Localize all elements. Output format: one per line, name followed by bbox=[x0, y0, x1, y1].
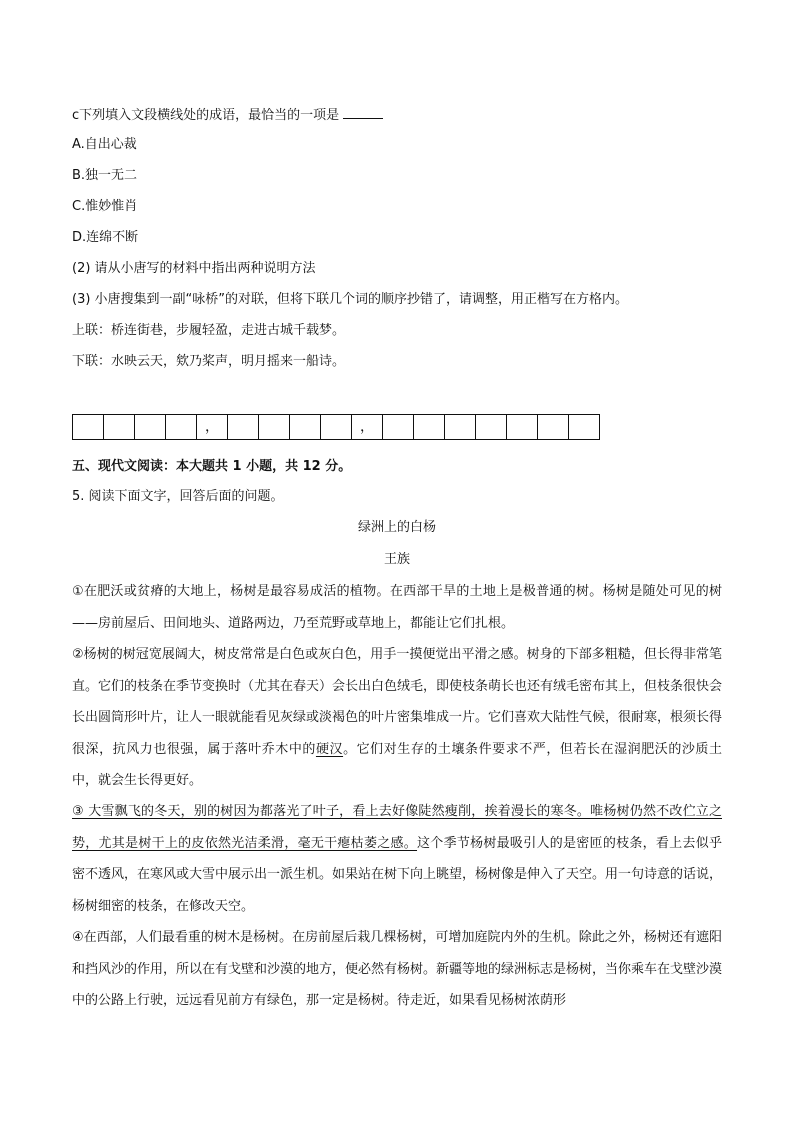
paragraph-2-part-1: ②杨树的树冠宽展阔大，树皮常常是白色或灰白色，用手一摸便觉出平滑之感。树身的下部多粗糙，但长得非常笔直。它们的枝条在季节变换时（尤其在春天）会长出白色绒毛，即使枝条萌长也还有绒毛密布其上，但枝条很快会长出圆筒形叶片，让人一眼就能看见灰绿或淡褐色的叶片密集堆成一片。它们喜欢大陆性气候，很耐寒，根须长得很深，抗风力也很强，属于落叶乔木中的 bbox=[72, 647, 723, 757]
option-b: B.独一无二 bbox=[72, 168, 138, 183]
paragraph-3 bbox=[72, 796, 722, 922]
question-2: (2) 请从小唐写的材料中指出两种说明方法 bbox=[72, 261, 316, 276]
question-c bbox=[72, 106, 383, 124]
question-3: (3) 小唐搜集到一副“咏桥”的对联，但将下联几个词的顺序抄错了，请调整，用正楷写在方格内。 bbox=[72, 292, 629, 307]
article-title: 绿洲上的白杨 bbox=[357, 520, 436, 535]
grid-cell[interactable] bbox=[321, 415, 352, 439]
grid-cell[interactable] bbox=[476, 415, 507, 439]
paragraph-1: ①在肥沃或贫瘠的大地上，杨树是最容易成活的植物。在西部干旱的土地上是极普通的树。杨树是随处可见的树——房前屋后、田间地头、道路两边，乃至荒野或草地上，都能让它们扎根。 bbox=[72, 584, 722, 631]
grid-cell[interactable] bbox=[290, 415, 321, 439]
paragraph-3-rest: 这个季节杨树最吸引人的是密匝的枝条，看上去似乎密不透风，在寒风或大雪中展示出一派生机。如果站在树下向上眺望，杨树像是伸入了天空。用一句诗意的话说，杨树细密的枝条，在修改天空。 bbox=[72, 835, 723, 914]
grid-cell[interactable] bbox=[507, 415, 538, 439]
couplet-upper: 上联：桥连街巷，步履轻盈，走进古城千载梦。 bbox=[72, 323, 346, 338]
underlined-sentence: ③ 大雪飘飞的冬天，别的树因为都落光了叶子，看上去好像陡然瘦削，挨着漫长的寒冬。唯杨树仍然不改伫立之势，尤其是树干上的皮依然光洁柔滑，毫无干瘪枯萎之感。 bbox=[72, 804, 722, 851]
grid-cell[interactable] bbox=[104, 415, 135, 439]
question-c-text: c下列填入文段横线处的成语，最恰当的一项是 bbox=[72, 108, 340, 123]
paragraph-2-part-2: 。它们对生存的土壤条件要求不严，但若长在湿润肥沃的沙质土中，就会生长得更好。 bbox=[72, 741, 722, 788]
couplet-lower: 下联：水映云天，欸乃桨声，明月摇来一船诗。 bbox=[72, 354, 346, 369]
grid-cell[interactable] bbox=[538, 415, 569, 439]
grid-cell[interactable] bbox=[73, 415, 104, 439]
option-d: D.连绵不断 bbox=[72, 230, 139, 245]
grid-cell[interactable] bbox=[259, 415, 290, 439]
grid-cell[interactable] bbox=[569, 415, 599, 439]
grid-comma: ， bbox=[197, 415, 228, 439]
grid-cell[interactable] bbox=[135, 415, 166, 439]
question-5: 5. 阅读下面文字，回答后面的问题。 bbox=[72, 489, 284, 504]
grid-cell[interactable] bbox=[166, 415, 197, 439]
paragraph-2 bbox=[72, 639, 722, 797]
underlined-word: 硬汉 bbox=[315, 741, 344, 757]
grid-cell[interactable] bbox=[445, 415, 476, 439]
grid-cell[interactable] bbox=[383, 415, 414, 439]
grid-cell[interactable] bbox=[414, 415, 445, 439]
answer-blank[interactable] bbox=[343, 106, 383, 119]
answer-grid bbox=[72, 414, 600, 440]
section-heading: 五、现代文阅读：本大题共 1 小题，共 12 分。 bbox=[72, 459, 352, 474]
grid-cell[interactable] bbox=[228, 415, 259, 439]
paragraph-4: ④在西部，人们最看重的树木是杨树。在房前屋后栽几棵杨树，可增加庭院内外的生机。除此之外，杨树还有遮阳和挡风沙的作用，所以在有戈壁和沙漠的地方，便必然有杨树。新疆等地的绿洲标志是杨树，当你乘车在戈壁沙漠中的公路上行驶，远远看见前方有绿色，那一定是杨树。待走近，如果看见杨树浓荫形 bbox=[72, 930, 723, 1008]
option-a: A.自出心裁 bbox=[72, 137, 137, 152]
option-c: C.惟妙惟肖 bbox=[72, 199, 138, 214]
article-author: 王族 bbox=[383, 552, 410, 567]
grid-comma: ， bbox=[352, 415, 383, 439]
